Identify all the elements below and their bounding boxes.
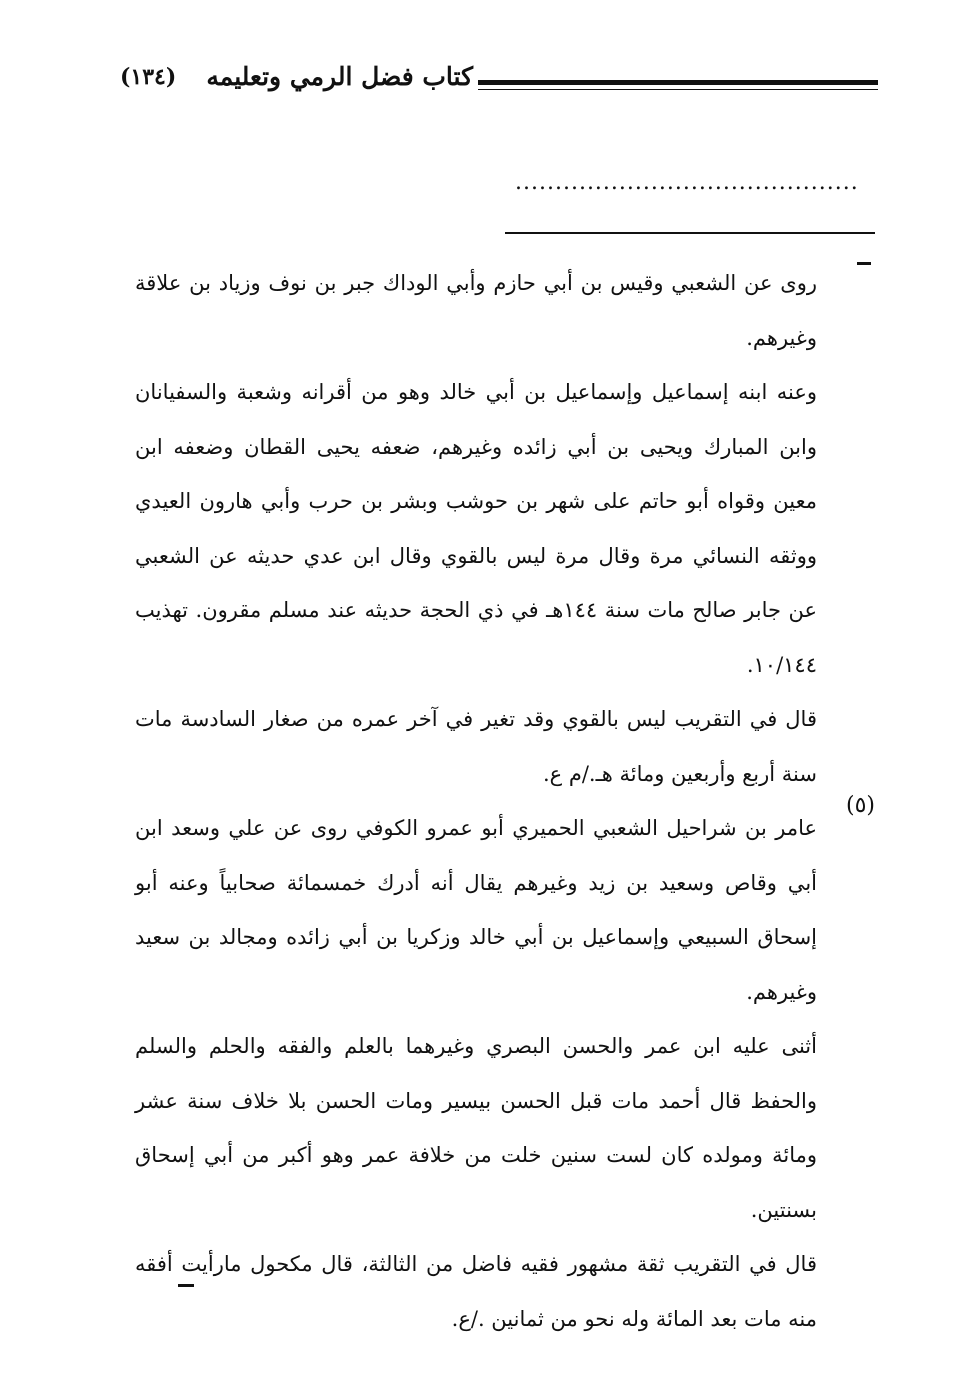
footnote-number: (٥)	[845, 793, 875, 818]
paragraph-amir-shabi: عامر بن شراحيل الشعبي الحميري أبو عمرو الكوفي روى عن علي وسعد ابن أبي وقاص وسعيد بن زيد وغيرهم يقال أنه أدرك خمسمائة صحابياً وعنه أبو إسحاق السبيعي وإسماعيل بن أبي خالد وزكريا بن أبي زائده ومجالد بن سعيد وغيرهم.	[135, 816, 817, 1004]
continuation-dash-marker	[857, 262, 871, 265]
paragraph-taqrib-note: قال في التقريب ليس بالقوي وقد تغير في آخر عمره من صغار السادسة مات سنة أربع وأربعين ومائة هـ./م ع.	[135, 707, 817, 786]
page-body	[135, 256, 817, 1346]
book-title: كتاب فضل الرمي وتعليمه	[206, 62, 473, 91]
header-rule-thin	[478, 89, 878, 90]
paragraph-narrators-from: روى عن الشعبي وقيس بن أبي حازم وأبي الوداك جبر بن نوف وزياد بن علاقة وغيرهم.	[135, 271, 817, 350]
paragraph-praise: أثنى عليه ابن عمر والحسن البصري وغيرهما بالعلم والفقه والحلم والسلم والحفظ قال أحمد مات قبل الحسن بيسير ومات الحسن بلا خلاف سنة عشر ومائة ومولده كان لست سنين خلت من خلافة عمر وهو أكبر من أبي إسحاق بسنتين.	[135, 1034, 817, 1222]
paragraph-taqrib-shabi: قال في التقريب ثقة مشهور فقيه فاضل من الثالثة، قال مكحول مارأيت أفقه منه مات بعد المائة وله نحو من ثمانين ./ع.	[135, 1252, 817, 1331]
dotted-separator: ...........................................	[515, 170, 859, 195]
header-rule-thick	[478, 80, 878, 85]
end-dash-marker	[178, 1284, 194, 1287]
running-header	[118, 60, 878, 100]
paragraph-narrators-to: وعنه ابنه إسماعيل وإسماعيل بن أبي خالد وهو من أقرانه وشعبة والسفيانان وابن المبارك ويحيى بن أبي زائده وغيرهم، ضعفه يحيى القطان وضعفه ابن معين وقواه أبو حاتم على شهر بن حوشب وبشر بن حرب وأبي هارون العيدي ووثقه النسائي مرة وقال مرة ليس بالقوي وقال ابن عدي حديثه عن الشعبي عن جابر صالح مات سنة ١٤٤هـ في ذي الحجة حديثه عند مسلم مقرون. تهذيب ١٠/١٤٤.	[135, 380, 818, 677]
page-number: (١٣٤)	[120, 64, 177, 90]
footnote-separator-line	[505, 232, 875, 234]
